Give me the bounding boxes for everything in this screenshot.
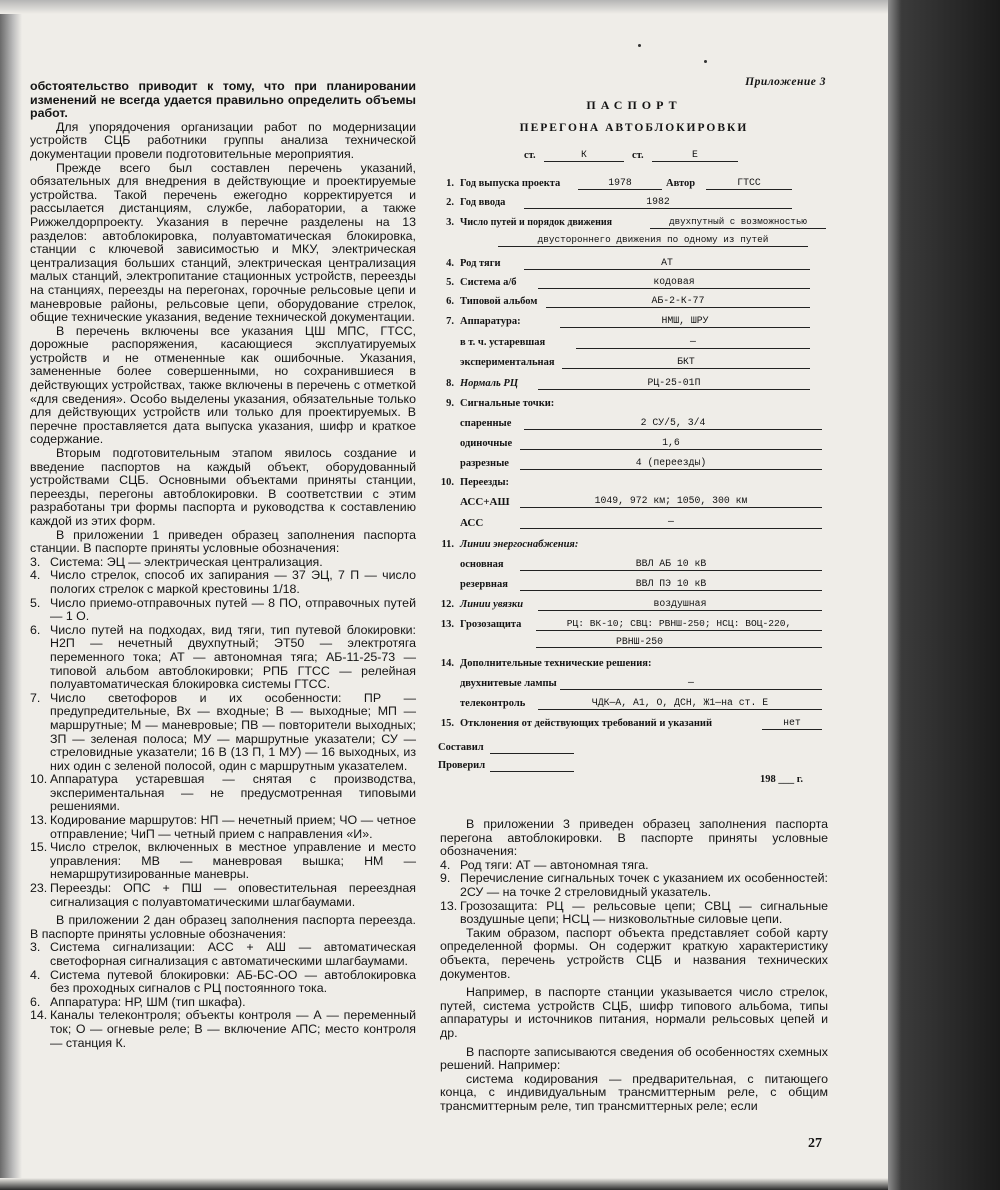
field-number: 8. (446, 378, 454, 389)
field-row (438, 698, 830, 712)
paragraph: система кодирования — предварительная, с питающего конца, с индивидуальным трансмиттерным реле, с общим трансмиттерным реле, тип трансмиттерных реле; если (440, 1071, 828, 1113)
field-value: двустороннего движения по одному из путей (498, 234, 808, 247)
field-value: БКТ (562, 356, 810, 369)
legend-item: 14. Каналы телеконтроля; объекты контроля — А — переменный ток; О — огневые реле; В — включение АПС; место контроля — станция К. (30, 1008, 416, 1050)
field-value: воздушная (538, 598, 822, 611)
field-value: 1978 (578, 177, 662, 190)
paragraph: В приложении 3 приведен образец заполнения паспорта перегона автоблокировки. В паспорте приняты условные обозначения: (440, 817, 828, 859)
appendix-label: Приложение 3 (745, 76, 826, 88)
field-number: 2. (446, 197, 454, 208)
field-value: АБ-2-К-77 (546, 295, 810, 308)
field-value: 4 (переезды) (520, 457, 822, 470)
field-row (438, 637, 830, 651)
field-value: НМШ, ШРУ (560, 315, 810, 328)
field-value: двухпутный с возможностью (650, 216, 826, 229)
field-label: Система а/б (460, 277, 517, 288)
legend-item: 6. Аппаратура: НР, ШМ (тип шкафа). (30, 994, 246, 1009)
field-row (438, 418, 830, 432)
field-number: 15. (440, 718, 454, 729)
field-value: кодовая (538, 276, 810, 289)
paragraph: Для упорядочения организации работ по модернизации устройств СЦБ работники группы анализа технической документации провели подготовительные мероприятия. (30, 119, 416, 161)
field-value: ГТСС (706, 177, 792, 190)
field-label: Сигнальные точки: (460, 398, 555, 409)
legend-item: 10. Аппаратура устаревшая — снятая с производства, экспериментальная — не предусмотренная типовыми решениями. (30, 772, 416, 814)
field-row (438, 517, 830, 531)
field-label: Переезды: (460, 477, 510, 488)
field-number: 10. (440, 477, 454, 488)
field-label: Год ввода (460, 197, 506, 208)
field-row (438, 619, 830, 633)
right-text-column (440, 818, 828, 1113)
field-number: 9. (446, 398, 454, 409)
field-number: 7. (446, 316, 454, 327)
paragraph: В приложении 2 дан образец заполнения паспорта переезда. В паспорте приняты условные обозначения: (30, 913, 416, 941)
field-value: нет (762, 717, 822, 730)
field-value: РЦ-25-01П (538, 377, 810, 390)
field-row (438, 258, 830, 272)
field-label: телеконтроль (460, 698, 526, 709)
field-row (438, 658, 830, 672)
field-label: Дополнительные технические решения: (460, 658, 652, 669)
compiled-by-label: Составил (438, 742, 484, 753)
field-label: АСС+АШ (460, 496, 510, 508)
field-value: 2 СУ/5, 3/4 (524, 417, 822, 430)
field-label: Аппаратура: (460, 316, 521, 327)
field-row (438, 197, 830, 211)
legend-item: 13. Кодирование маршрутов: НП — нечетный прием; ЧО — четное отправление; ЧиП — четный прием с направления «И». (30, 813, 416, 841)
station-label: ст. (524, 150, 536, 161)
legend-item: 4. Система путевой блокировки: АБ-БС-ОО — автоблокировка без проходных сигналов с РЦ постоянного тока. (30, 967, 416, 996)
field-label: разрезные (460, 458, 509, 469)
paragraph: Таким образом, паспорт объекта представляет собой карту определенной формы. Он содержит краткую характеристику объекта, перечень устройств СЦБ и названия технических документов. (440, 925, 828, 981)
field-row (438, 559, 830, 573)
page-top-shadow (0, 0, 888, 14)
field-label: одиночные (460, 438, 513, 449)
signature-row (438, 742, 830, 756)
field-row (438, 539, 830, 553)
page-left-shadow (0, 0, 22, 1190)
compiled-by-line (490, 741, 574, 754)
field-row (438, 438, 830, 452)
paragraph: Например, в паспорте станции указывается число стрелок, путей, система устройств СЦБ, шифр типового альбома, типы аппаратуры и источников питания, нормали рельсовых цепей и др. (440, 985, 828, 1040)
field-row (438, 337, 830, 351)
field-label: АСС (460, 517, 484, 529)
field-label: Род тяги (460, 258, 501, 269)
field-row (438, 178, 830, 192)
field-label: Линии энергоснабжения: (460, 539, 579, 550)
legend-item: 23. Переезды: ОПС + ПШ — оповестительная переездная сигнализация с полуавтоматическими шлагбаумами. (30, 881, 416, 909)
legend-item: 13. Грозозащита: РЦ — рельсовые цепи; СВЦ — сигнальные воздушные цепи; НСЦ — низковольтные силовые цепи. (440, 898, 828, 927)
book-spine-shadow (888, 0, 1000, 1190)
field-label: в т. ч. устаревшая (460, 337, 546, 348)
legend-item: 5. Число приемо-отправочных путей — 8 ПО, отправочных путей — 1 О. (30, 595, 416, 624)
page-bottom-shadow (0, 1178, 888, 1190)
field-number: 4. (446, 258, 454, 269)
field-row (438, 718, 830, 732)
field-value: — (560, 677, 822, 690)
field-label: спаренные (460, 418, 512, 429)
field-value: ЧДК—А, А1, О, ДСН, Ж1—на ст. Е (538, 697, 822, 710)
form-title: ПАСПОРТ (586, 98, 682, 112)
field-row (438, 496, 830, 510)
paragraph: В приложении 1 приведен образец заполнения паспорта станции. В паспорте приняты условные обозначения: (30, 527, 416, 556)
signature-row (438, 760, 830, 774)
field-value: ВВЛ ПЭ 10 кВ (520, 578, 822, 591)
field-value: АТ (524, 257, 810, 270)
station-to: Е (652, 149, 738, 162)
legend-item: 15. Число стрелок, включенных в местное управление и место управления: МВ — маневровая вышка; НМ — немаршрутизированные маневры. (30, 840, 416, 882)
legend-item: 4. Число стрелок, способ их запирания — 37 ЭЦ, 7 П — число пологих стрелок с маркой крестовины 1/18. (30, 568, 416, 596)
legend-item: 3. Система сигнализации: АСС + АШ — автоматическая светофорная сигнализация с автоматическими шлагбаумами. (30, 940, 416, 968)
field-row (438, 477, 830, 491)
field-label: основная (460, 559, 504, 570)
paragraph: Прежде всего был составлен перечень указаний, обязательных для внедрения в действующие и проектируемые устройства. Такой перечень ежегодно корректируется и рассылается дистанциям, службе, лаборатории, а также Рижжелдорпроекту. Указания в перечне разделены на 13 разделов: автоблокировка, полуавтоматическая блокировка, станции с ключевой зависимостью и МКУ, электрическая централизация больших станций, электрическая централизация малых станций, электропитание стационных устройств, переезды на станциях, переезды на перегонах, горочные рельсовые цепи и маневровые районы, рельсовые цепи, оборудование стрелок, общие технические указания, ведение технической документации. (30, 160, 416, 325)
legend-item: 3. Система: ЭЦ — электрическая централизация. (30, 554, 323, 569)
stations-row (438, 150, 830, 164)
field-value: 1049, 972 км; 1050, 300 км (520, 495, 822, 508)
field-row (438, 217, 830, 231)
field-row (438, 398, 830, 412)
field-row (438, 678, 830, 692)
field-value: 1,6 (520, 437, 822, 450)
field-label: Отклонения от действующих требований и указаний (460, 718, 713, 729)
field-number: 11. (441, 539, 454, 550)
field-label: Линии увязки (460, 599, 524, 610)
checked-by-label: Проверил (438, 760, 486, 771)
field-number: 6. (446, 296, 454, 307)
legend-item: 6. Число путей на подходах, вид тяги, тип путевой блокировки: Н2П — нечетный двухпутный; ЭТ50 — электротяга переменного тока; АТ — автономная тяга; АБ-11-25-73 — типовой альбом автоблокировки; РПБ ГТСС — релейная полуавтоматическая блокировка системы ГТСС. (30, 622, 416, 692)
field-number: 14. (440, 658, 454, 669)
field-number: 13. (440, 619, 454, 630)
page-number: 27 (808, 1136, 822, 1151)
field-value: — (520, 516, 822, 529)
year-label: 198 ___ г. (760, 774, 803, 785)
paragraph: В паспорте записываются сведения об особенностях схемных решений. Например: (440, 1044, 828, 1073)
legend-item: 4. Род тяги: АТ — автономная тяга. (440, 857, 649, 872)
checked-by-line (490, 759, 574, 772)
field-row (438, 579, 830, 593)
field-value: РВНШ-250 (536, 636, 822, 648)
field-row (438, 599, 830, 613)
paragraph: Вторым подготовительным этапом явилось создание и введение паспортов на каждый объект, оборудованный устройствами СЦБ. Основными объектами приняты станции, переезды, перегоны автоблокировки. В соответствии с этим разработаны три формы паспорта и руководства к составлению каждой из этих форм. (30, 446, 416, 528)
field-number: 3. (446, 217, 454, 228)
field-row (438, 316, 830, 330)
field-label: Год выпуска проекта (460, 178, 561, 189)
field-row (438, 277, 830, 291)
field-value: 1982 (524, 196, 792, 209)
field-label: Типовой альбом (460, 296, 538, 307)
left-text-column (30, 80, 416, 1050)
paragraph: В перечень включены все указания ЦШ МПС, ГТСС, дорожные распоряжения, касающиеся эксплуатируемых устройств и не отмененные как ошибочные. Указания, замененные более совершенными, но сохранившиеся в действующих устройствах, также включены в перечень с отметкой «для сведения». Особо выделены указания, обязательные только для действующих устройств или только для проектируемых. В перечне проставляется дата выпуска указания, шифр и краткое содержание. (30, 323, 416, 447)
field-label: экспериментальная (460, 357, 555, 368)
scan-speck (638, 44, 641, 47)
station-from: К (544, 149, 624, 162)
field-value: ВВЛ АБ 10 кВ (520, 558, 822, 571)
field-row (438, 378, 830, 392)
field-label: двухнитевые лампы (460, 678, 557, 689)
legend-item: 9. Перечисление сигнальных точек с указанием их особенностей: 2СУ — на точке 2 стреловидный указатель. (440, 871, 828, 899)
field-label: Нормаль РЦ (460, 378, 518, 389)
field-label: резервная (460, 579, 508, 590)
form-subtitle: ПЕРЕГОНА АВТОБЛОКИРОВКИ (519, 122, 749, 134)
field-row (438, 357, 830, 371)
field-label: Число путей и порядок движения (460, 217, 613, 228)
field-row (438, 235, 830, 249)
field-value: РЦ: ВК-10; СВЦ: РВНШ-250; НСЦ: ВОЦ-220, (536, 618, 822, 631)
field-label: Автор (666, 178, 696, 189)
field-row (438, 458, 830, 472)
field-number: 1. (446, 178, 454, 189)
scan-speck (704, 60, 707, 63)
field-value: — (576, 336, 810, 349)
field-label: Грозозащита (460, 619, 522, 630)
legend-item: 7. Число светофоров и их особенности: ПР — предупредительные, Вх — входные; В — выходные; МП — маршрутные; М — маневровые; ПВ — повторители выходных; ЗП — зеленая полоса; МУ — маршрутные указатели; СУ — стреловидные указатели; 16 В (13 П, 1 МУ) — 16 выходных, из них один с зеленой полосой, один с маршрутным указателем. (30, 690, 416, 773)
field-row (438, 296, 830, 310)
date-row (438, 774, 830, 788)
field-number: 5. (446, 277, 454, 288)
paragraph: обстоятельство приводит к тому, что при планировании изменений не всегда удается правильно определить объемы работ. (30, 79, 416, 121)
station-label: ст. (632, 150, 644, 161)
field-number: 12. (440, 599, 454, 610)
